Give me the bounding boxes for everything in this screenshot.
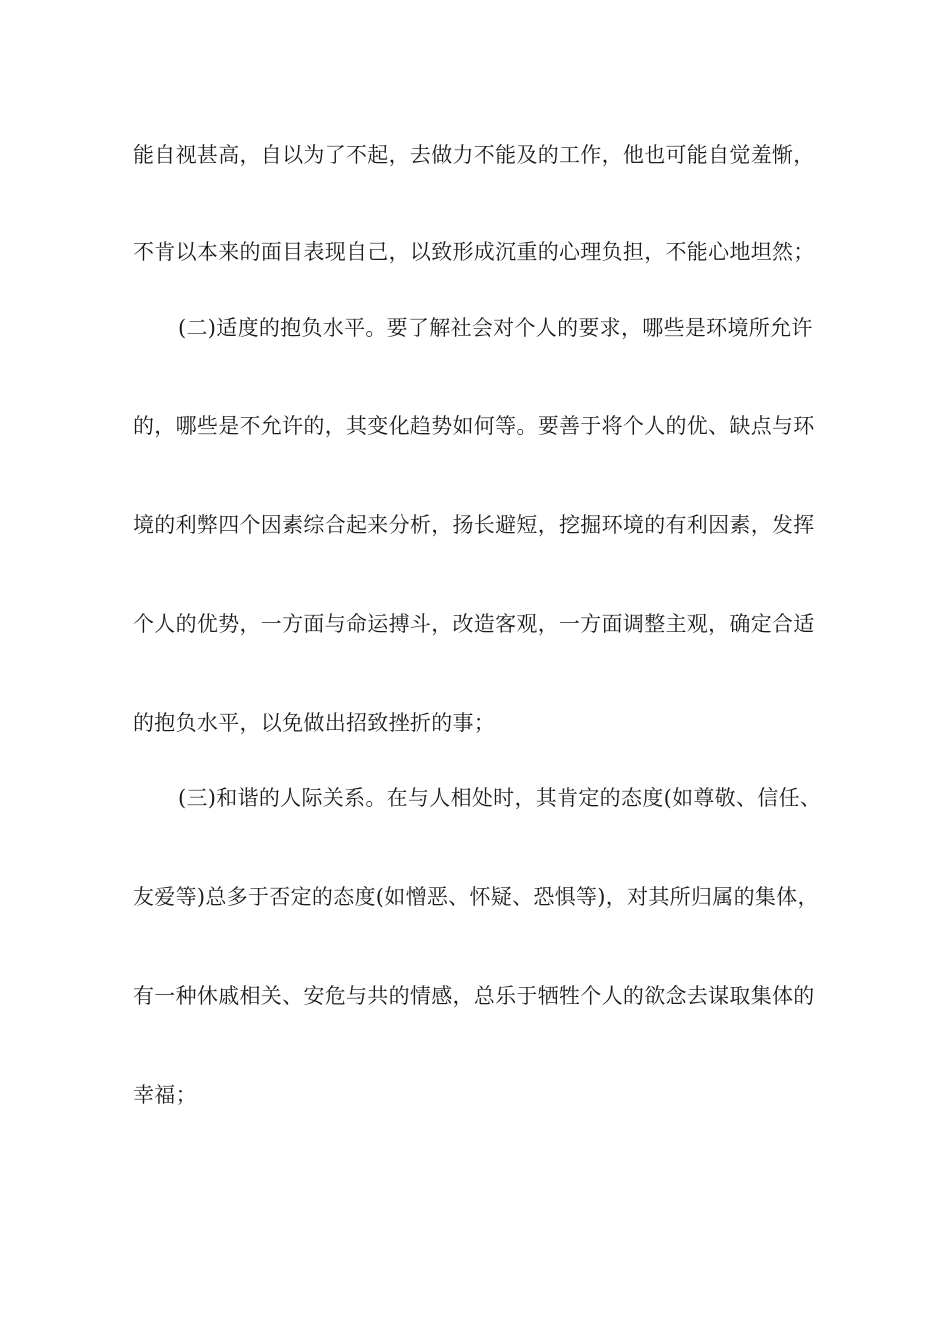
text-line: 境的利弊四个因素综合起来分析，扬长避短，挖掘环境的有利因素，发挥: [133, 513, 815, 537]
text-line: 的抱负水平，以免做出招致挫折的事；: [133, 711, 496, 735]
text-line: 能自视甚高，自以为了不起，去做力不能及的工作，他也可能自觉羞惭，: [133, 143, 815, 167]
paragraph-start-line: (二)适度的抱负水平。要了解社会对个人的要求，哪些是环境所允许: [178, 316, 813, 340]
text-line: 有一种休戚相关、安危与共的情感，总乐于牺牲个人的欲念去谋取集体的: [133, 984, 815, 1008]
text-line: 个人的优势，一方面与命运搏斗，改造客观，一方面调整主观，确定合适: [133, 612, 815, 636]
paragraph-start-line: (三)和谐的人际关系。在与人相处时，其肯定的态度(如尊敬、信任、: [178, 786, 822, 810]
text-line: 友爱等)总多于否定的态度(如憎恶、怀疑、恐惧等)，对其所归属的集体，: [133, 885, 819, 909]
text-line: 的，哪些是不允许的，其变化趋势如何等。要善于将个人的优、缺点与环: [133, 414, 815, 438]
text-line: 幸福；: [133, 1083, 197, 1107]
text-line: 不肯以本来的面目表现自己，以致形成沉重的心理负担，不能心地坦然；: [133, 240, 815, 264]
